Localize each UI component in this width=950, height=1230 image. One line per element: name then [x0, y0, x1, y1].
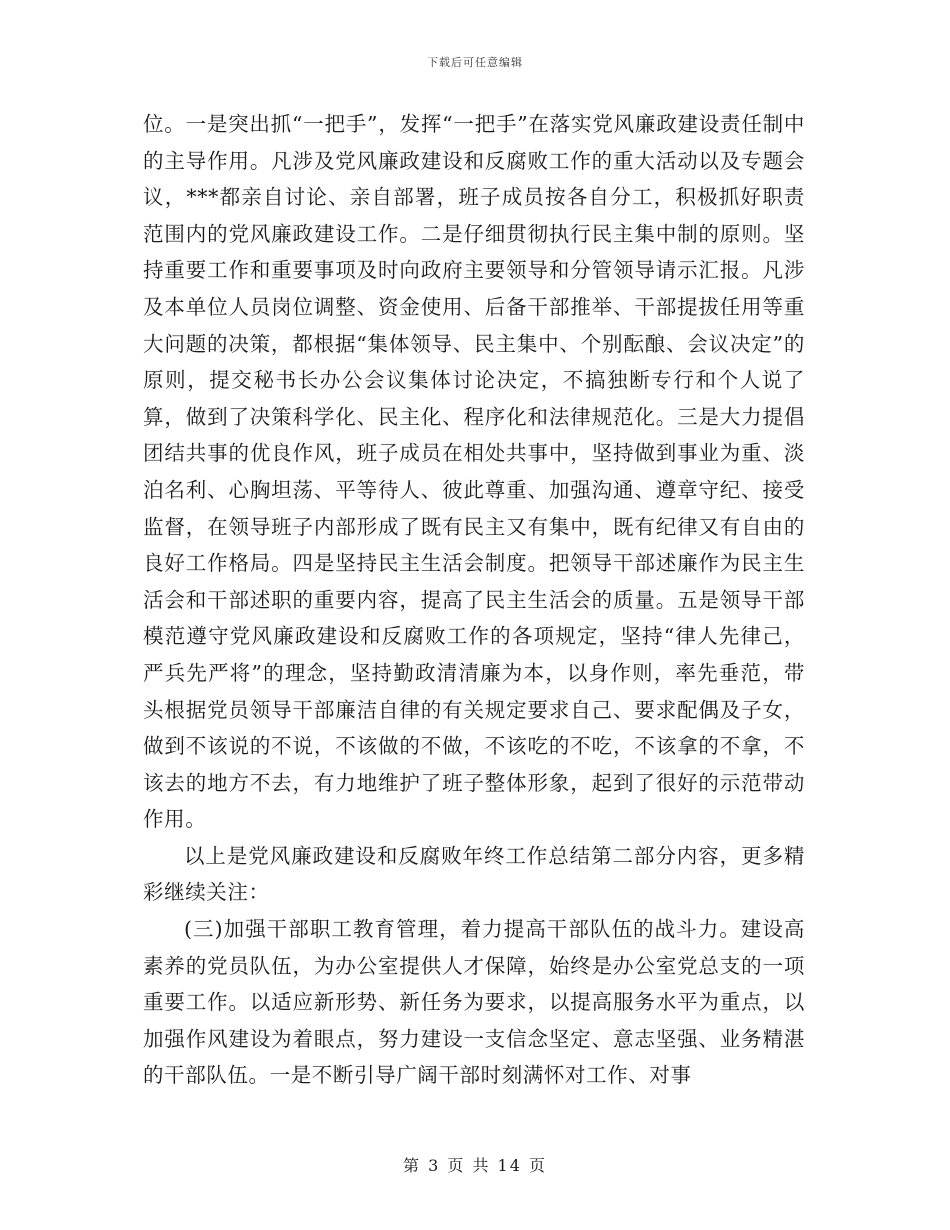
paragraph-3: (三)加强干部职工教育管理，着力提高干部队伍的战斗力。建设高素养的党员队伍，为办公室提供人才保障，始终是办公室党总支的一项重要工作。以适应新形势、新任务为要求，以提高服务水平为重点，以加强作风建设为着眼点，努力建设一支信念坚定、意志坚强、业务精湛的干部队伍。一是不断引导广阔干部时刻满怀对工作、对事 [143, 917, 805, 1088]
page-number-footer: 第 3 页 共 14 页 [403, 1156, 547, 1175]
paragraph-1: 位。一是突出抓“一把手”，发挥“一把手”在落实党风廉政建设责任制中的主导作用。凡涉及党风廉政建设和反腐败工作的重大活动以及专题会议，***都亲自讨论、亲自部署，班子成员按各自分工，积极抓好职责范围内的党风廉政建设工作。二是仔细贯彻执行民主集中制的原则。坚持重要工作和重要事项及时向政府主要领导和分管领导请示汇报。凡涉及本单位人员岗位调整、资金使用、后备干部推举、干部提拔任用等重大问题的决策，都根据“集体领导、民主集中、个别酝酿、会议决定”的原则，提交秘书长办公会议集体讨论决定，不搞独断专行和个人说了算，做到了决策科学化、民主化、程序化和法律规范化。三是大力提倡团结共事的优良作风，班子成员在相处共事中，坚持做到事业为重、淡泊名利、心胸坦荡、平等待人、彼此尊重、加强沟通、遵章守纪、接受监督，在领导班子内部形成了既有民主又有集中，既有纪律又有自由的良好工作格局。四是坚持民主生活会制度。把领导干部述廉作为民主生活会和干部述职的重要内容，提高了民主生活会的质量。五是领导干部模范遵守党风廉政建设和反腐败工作的各项规定，坚持“律人先律己，严兵先严将”的理念，坚持勤政清清廉为本，以身作则，率先垂范，带头根据党员领导干部廉洁自律的有关规定要求自己、要求配偶及子女，做到不该说的不说，不该做的不做，不该吃的不吃，不该拿的不拿，不该去的地方不去，有力地维护了班子整体形象，起到了很好的示范带动作用。 [143, 112, 805, 832]
paragraph-2: 以上是党风廉政建设和反腐败年终工作总结第二部分内容，更多精彩继续关注： [143, 843, 805, 905]
header-note: 下载后可任意编辑 [427, 56, 523, 69]
document-body [143, 106, 805, 1094]
